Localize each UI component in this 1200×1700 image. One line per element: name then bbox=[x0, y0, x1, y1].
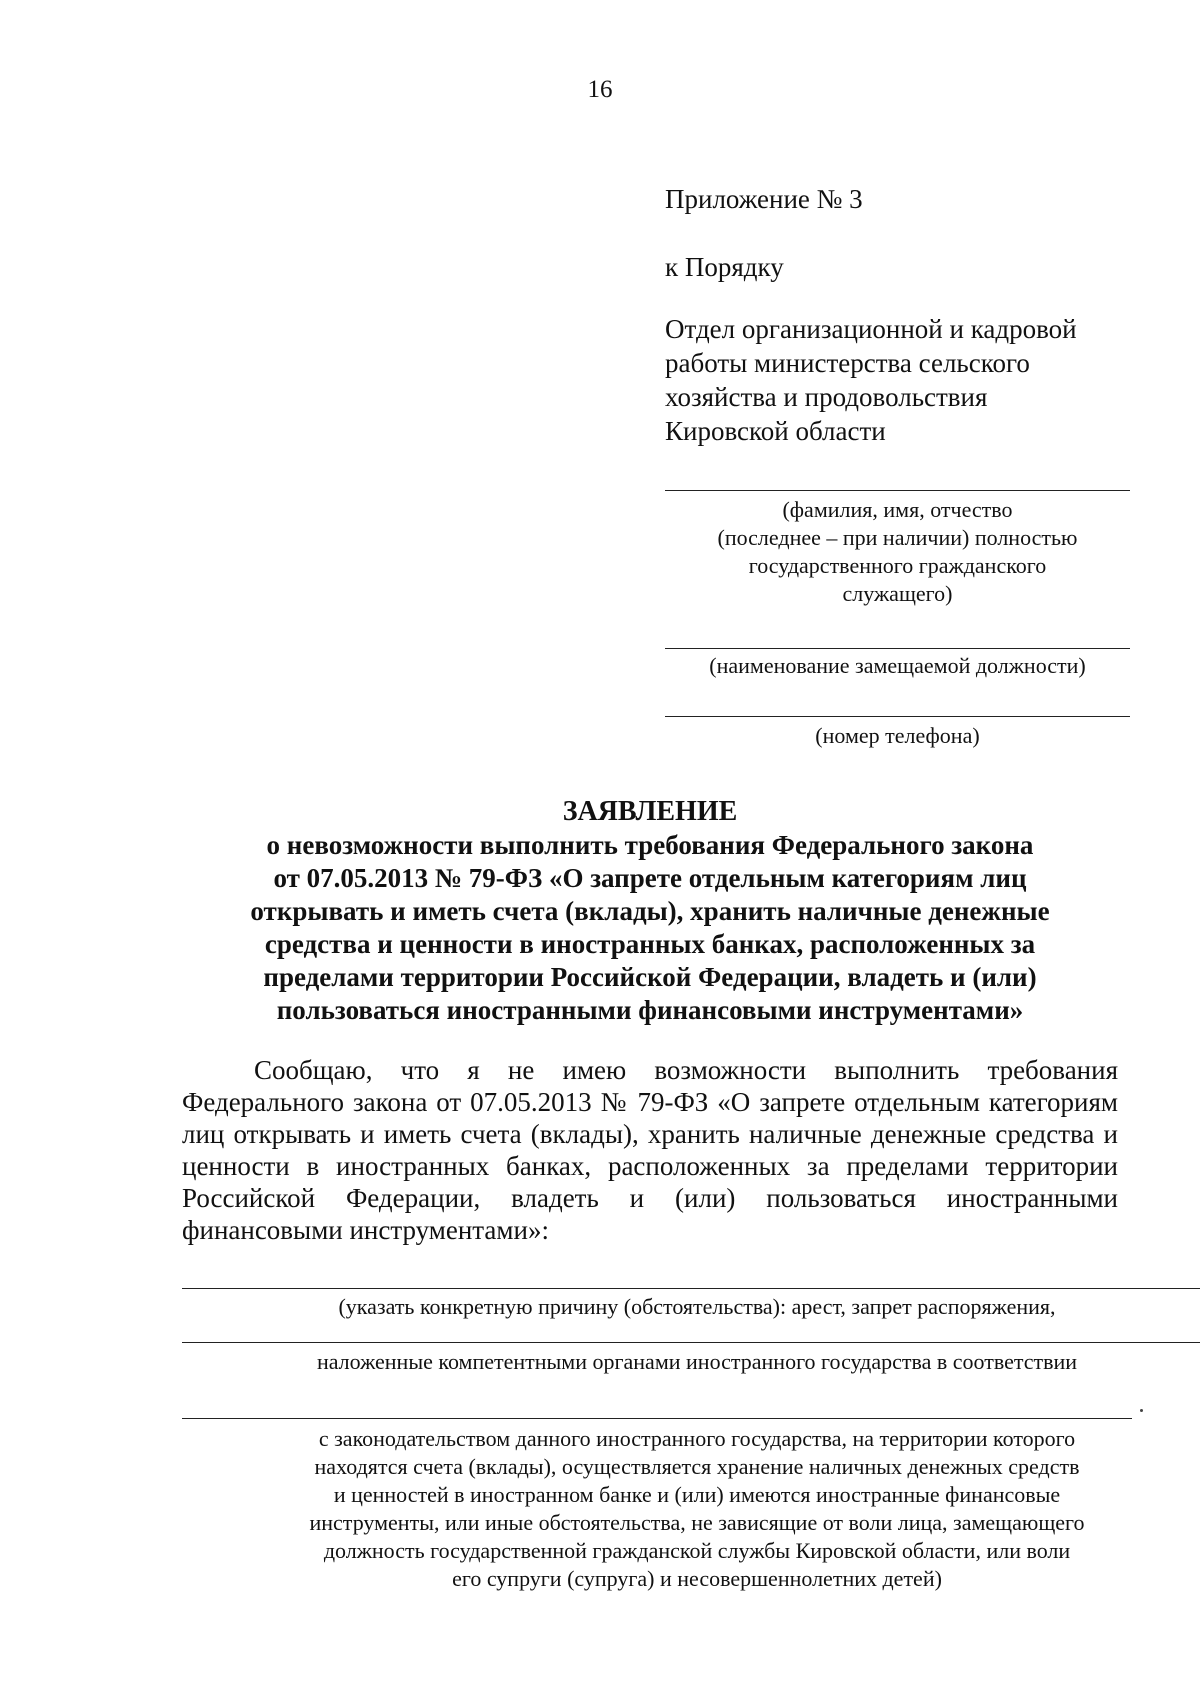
recipient-block bbox=[665, 312, 1135, 448]
position-fill-line bbox=[665, 648, 1130, 649]
caption-line: служащего) bbox=[842, 581, 953, 606]
heading-line: открывать и иметь счета (вклады), хранить наличные денежные bbox=[250, 896, 1050, 926]
statement-body bbox=[182, 1054, 1118, 1246]
statement-heading bbox=[170, 795, 1130, 1027]
body-paragraph: Сообщаю, что я не имею возможности выполнить требования Федерального закона от 07.05.2013 № 79-ФЗ «О запрете отдельным категориям лиц открывать и иметь счета (вклады), хранить наличные денежные средства и ценности в иностранных банках, расположенных за пределами территории Российской Федерации, владеть и (или) пользоваться иностранными финансовыми инструментами»: bbox=[182, 1055, 1118, 1245]
heading-line: пределами территории Российской Федерации, владеть и (или) bbox=[263, 962, 1037, 992]
recipient-line: хозяйства и продовольствия bbox=[665, 382, 988, 412]
footnote-line: находятся счета (вклады), осуществляется хранение наличных денежных средств bbox=[314, 1454, 1080, 1479]
phone-field-caption: (номер телефона) bbox=[815, 723, 980, 748]
reason-footnote bbox=[182, 1425, 1200, 1593]
footnote-line: инструменты, или иные обстоятельства, не зависящие от воли лица, замещающего bbox=[309, 1510, 1085, 1535]
reason-fill-line bbox=[182, 1418, 1132, 1419]
phone-fill-line bbox=[665, 716, 1130, 717]
name-fill-line bbox=[665, 490, 1130, 491]
heading-line: от 07.05.2013 № 79-ФЗ «О запрете отдельным категориям лиц bbox=[273, 863, 1027, 893]
reason-fill-line bbox=[182, 1342, 1200, 1343]
recipient-line: Отдел организационной и кадровой bbox=[665, 314, 1077, 344]
page-number: 16 bbox=[587, 76, 613, 103]
appendix-reference: к Порядку bbox=[665, 252, 784, 282]
heading-line: пользоваться иностранными финансовыми инструментами» bbox=[276, 995, 1024, 1025]
heading-line: о невозможности выполнить требования Федерального закона bbox=[266, 830, 1034, 860]
footnote-line: и ценностей в иностранном банке и (или) имеются иностранные финансовые bbox=[333, 1482, 1061, 1507]
caption-line: государственного гражданского bbox=[748, 553, 1047, 578]
reason-fill-line bbox=[182, 1288, 1200, 1289]
name-field-caption bbox=[665, 496, 1130, 608]
recipient-line: работы министерства сельского bbox=[665, 348, 1030, 378]
caption-line: (фамилия, имя, отчество bbox=[782, 497, 1013, 522]
heading-line: средства и ценности в иностранных банках, расположенных за bbox=[264, 929, 1036, 959]
footnote-line: его супруги (супруга) и несовершеннолетних детей) bbox=[452, 1566, 942, 1591]
reason-caption: наложенные компетентными органами иностранного государства в соответствии bbox=[316, 1349, 1078, 1374]
appendix-title: Приложение № 3 bbox=[665, 184, 863, 214]
footnote-line: с законодательством данного иностранного государства, на территории которого bbox=[318, 1426, 1076, 1451]
reason-caption: (указать конкретную причину (обстоятельства): арест, запрет распоряжения, bbox=[338, 1294, 1056, 1319]
position-field-caption: (наименование замещаемой должности) bbox=[709, 653, 1086, 678]
recipient-line: Кировской области bbox=[665, 416, 886, 446]
caption-line: (последнее – при наличии) полностью bbox=[717, 525, 1078, 550]
statement-title: ЗАЯВЛЕНИЕ bbox=[562, 796, 738, 827]
stray-dot bbox=[1140, 1409, 1143, 1412]
footnote-line: должность государственной гражданской службы Кировской области, или воли bbox=[323, 1538, 1071, 1563]
